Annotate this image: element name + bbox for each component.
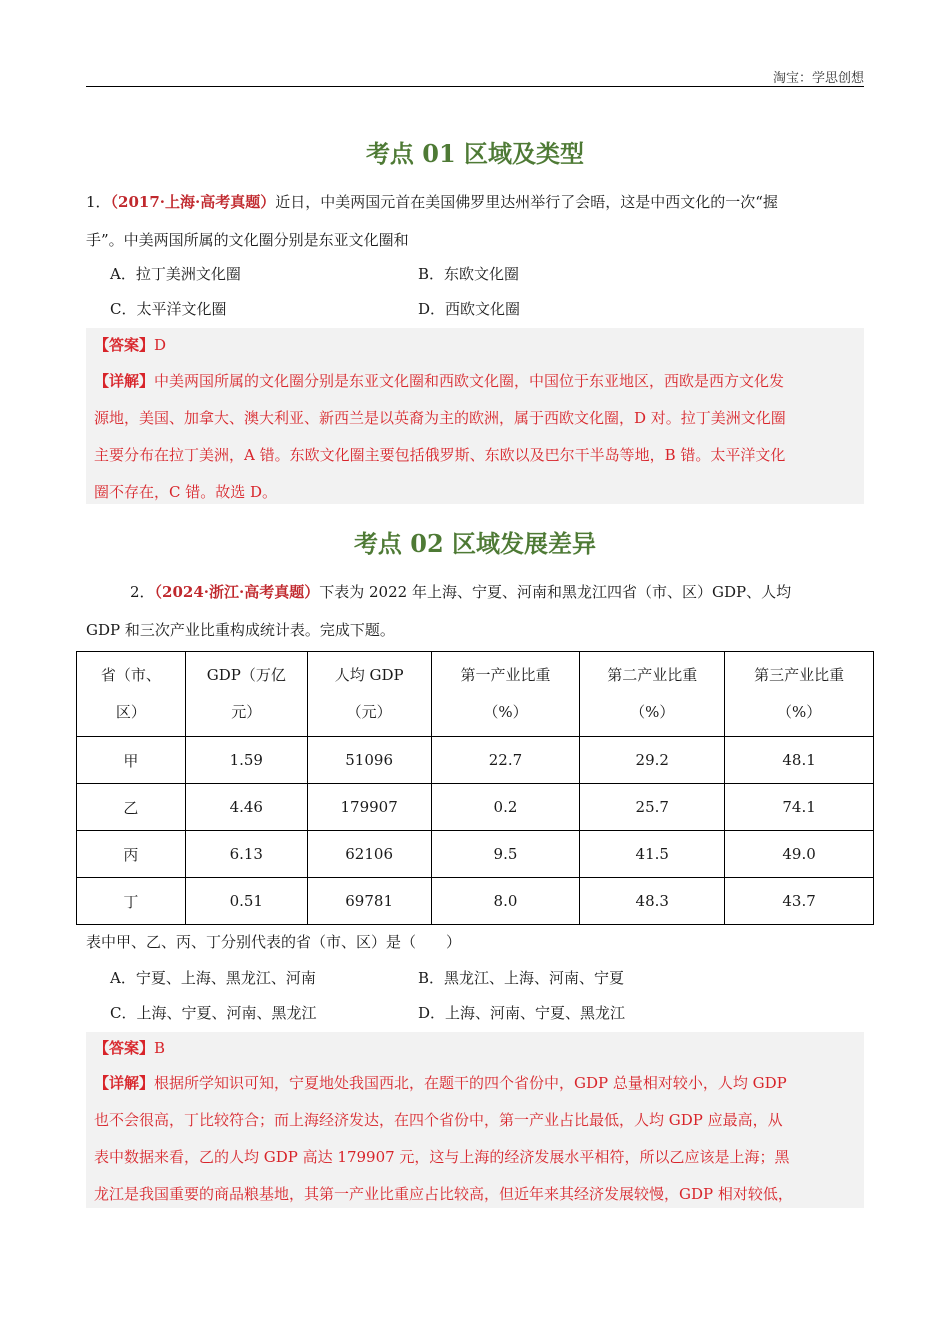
table-cell: 甲 xyxy=(77,737,186,784)
table-cell: 9.5 xyxy=(431,831,580,878)
table-cell: 48.3 xyxy=(580,878,725,925)
question-2-number: 2． xyxy=(130,583,155,601)
answer-1-box xyxy=(86,328,864,504)
question-2-option-c[interactable]: C．上海、宁夏、河南、黑龙江 xyxy=(110,1004,317,1022)
table-cell: 0.51 xyxy=(185,878,307,925)
table-cell: 丁 xyxy=(77,878,186,925)
answer-1-label: 【答案】 xyxy=(94,336,155,354)
explain-1-label: 【详解】 xyxy=(94,372,155,390)
question-1-text-1: 近日，中美两国元首在美国佛罗里达州举行了会晤，这是中西文化的一次“握 xyxy=(275,193,778,211)
question-1-option-c[interactable]: C．太平洋文化圈 xyxy=(110,300,227,318)
answer-2-box xyxy=(86,1032,864,1208)
table-cell: 6.13 xyxy=(185,831,307,878)
explain-2-line-1 xyxy=(94,1071,858,1095)
question-2-option-d[interactable]: D．上海、河南、宁夏、黑龙江 xyxy=(418,1004,626,1022)
question-1-line-1 xyxy=(86,190,864,214)
table-cell: 乙 xyxy=(77,784,186,831)
section-1-title: 考点 01 区域及类型 xyxy=(365,139,585,168)
explain-2-label: 【详解】 xyxy=(94,1074,155,1092)
table-cell: 29.2 xyxy=(580,737,725,784)
question-1-option-a[interactable]: A．拉丁美洲文化圈 xyxy=(110,265,241,283)
table-cell: 1.59 xyxy=(185,737,307,784)
table-cell: 49.0 xyxy=(725,831,874,878)
header-divider xyxy=(86,86,864,87)
table-row xyxy=(77,831,874,878)
question-1-line-2: 手”。中美两国所属的文化圈分别是东亚文化圈和 xyxy=(86,231,409,249)
table-cell: 51096 xyxy=(307,737,431,784)
table-cell: 48.1 xyxy=(725,737,874,784)
question-2-option-b[interactable]: B．黑龙江、上海、河南、宁夏 xyxy=(418,969,625,987)
table-header-cell: 第一产业比重 （%） xyxy=(431,652,580,737)
answer-2-value: B xyxy=(154,1039,166,1057)
table-header-cell: 人均 GDP （元） xyxy=(307,652,431,737)
table-header-cell: 第二产业比重 （%） xyxy=(580,652,725,737)
table-row xyxy=(77,737,874,784)
question-1-number: 1． xyxy=(86,193,111,211)
explain-1-text-1: 中美两国所属的文化圈分别是东亚文化圈和西欧文化圈，中国位于东亚地区，西欧是西方文化发 xyxy=(154,372,785,390)
table-cell: 8.0 xyxy=(431,878,580,925)
table-cell: 74.1 xyxy=(725,784,874,831)
table-cell: 62106 xyxy=(307,831,431,878)
table-header-row xyxy=(77,652,874,737)
table-cell: 0.2 xyxy=(431,784,580,831)
explain-1-line-1 xyxy=(94,369,858,393)
table-header-cell: 第三产业比重 （%） xyxy=(725,652,874,737)
question-1-option-d[interactable]: D．西欧文化圈 xyxy=(418,300,521,318)
table-cell: 4.46 xyxy=(185,784,307,831)
table-cell: 179907 xyxy=(307,784,431,831)
table-row xyxy=(77,878,874,925)
question-2-option-a[interactable]: A．宁夏、上海、黑龙江、河南 xyxy=(110,969,316,987)
answer-2-label: 【答案】 xyxy=(94,1039,155,1057)
table-header-cell: 省（市、 区） xyxy=(77,652,186,737)
answer-1-line xyxy=(94,333,858,357)
question-2-line-2: GDP 和三次产业比重构成统计表。完成下题。 xyxy=(86,621,395,639)
table-cell: 25.7 xyxy=(580,784,725,831)
table-cell: 43.7 xyxy=(725,878,874,925)
explain-2-line-2: 也不会很高，丁比较符合；而上海经济发达，在四个省份中，第一产业占比最低，人均 GDP 应最高，从 xyxy=(94,1111,783,1129)
question-2-source: （2024·浙江·高考真题） xyxy=(154,583,320,601)
explain-1-line-3: 主要分布在拉丁美洲，A 错。东欧文化圈主要包括俄罗斯、东欧以及巴尔干半岛等地，B 错。太平洋文化 xyxy=(94,446,786,464)
table-header-cell: GDP（万亿 元） xyxy=(185,652,307,737)
table-cell: 丙 xyxy=(77,831,186,878)
gdp-table xyxy=(76,651,874,925)
table-cell: 22.7 xyxy=(431,737,580,784)
question-2-text-1: 下表为 2022 年上海、宁夏、河南和黑龙江四省（市、区）GDP、人均 xyxy=(319,583,792,601)
explain-2-line-3: 表中数据来看，乙的人均 GDP 高达 179907 元，这与上海的经济发展水平相符，所以乙应该是上海；黑 xyxy=(94,1148,790,1166)
answer-1-value: D xyxy=(154,336,167,354)
header-shop-label: 淘宝：学思创想 xyxy=(772,71,864,86)
question-1-source: （2017·上海·高考真题） xyxy=(110,193,276,211)
question-2-line-1 xyxy=(130,580,864,604)
answer-2-line xyxy=(94,1036,858,1060)
explain-2-line-4: 龙江是我国重要的商品粮基地，其第一产业比重应占比较高，但近年来其经济发展较慢，GDP 相对较低， xyxy=(94,1185,793,1203)
question-1-option-b[interactable]: B．东欧文化圈 xyxy=(418,265,520,283)
table-cell: 41.5 xyxy=(580,831,725,878)
table-row xyxy=(77,784,874,831)
explain-1-line-2: 源地，美国、加拿大、澳大利亚、新西兰是以英裔为主的欧洲，属于西欧文化圈，D 对。拉丁美洲文化圈 xyxy=(94,409,786,427)
explain-2-text-1: 根据所学知识可知，宁夏地处我国西北，在题干的四个省份中，GDP 总量相对较小，人均 GDP xyxy=(154,1074,787,1092)
table-cell: 69781 xyxy=(307,878,431,925)
section-2-title: 考点 02 区域发展差异 xyxy=(353,529,597,558)
explain-1-line-4: 圈不存在，C 错。故选 D。 xyxy=(94,483,278,501)
question-2-prompt: 表中甲、乙、丙、丁分别代表的省（市、区）是（ ） xyxy=(86,933,462,951)
